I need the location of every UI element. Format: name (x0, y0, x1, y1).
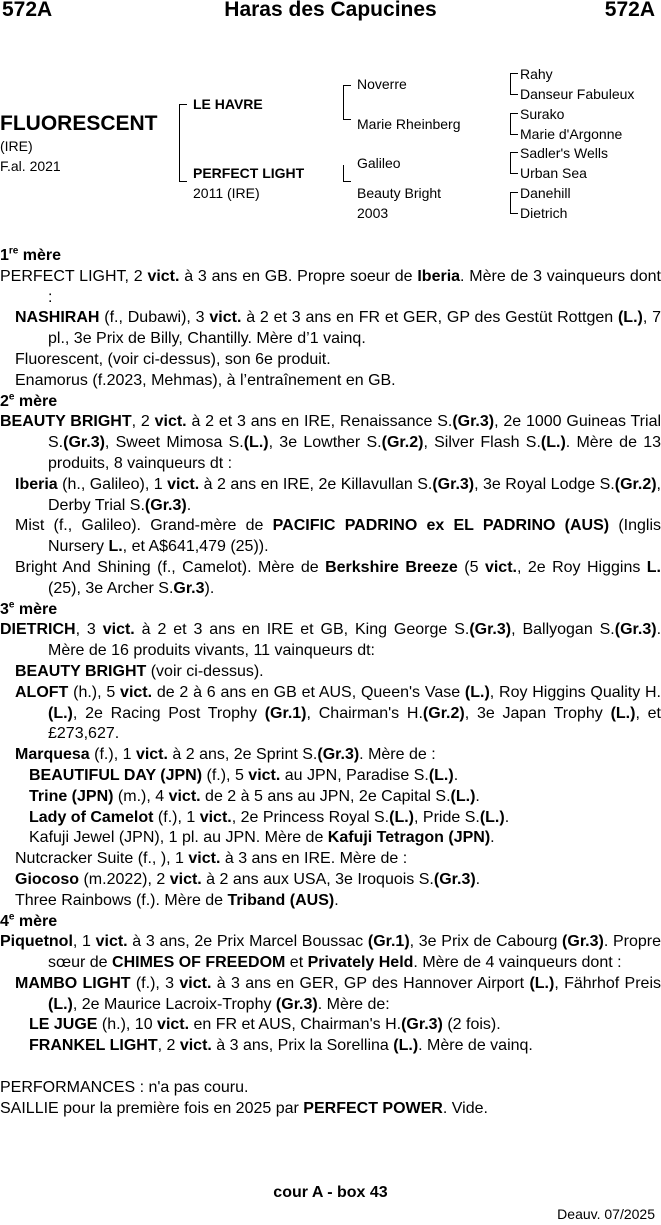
dam-name: PERFECT LIGHT (193, 165, 305, 181)
section-heading-4: 4e mère (0, 911, 58, 930)
gen3-4: Marie d'Argonne (520, 126, 623, 142)
dam-dam: Beauty Bright (357, 185, 442, 201)
produce-beauty-bright: BEAUTY BRIGHT (voir ci-dessus). (15, 662, 264, 680)
pedigree-bracket-dam (343, 165, 351, 182)
produce-aloft: ALOFT (h.), 5 vict. de 2 à 6 ans en GB et AUS, Queen's Vase (L.), Roy Higgins Quality H.(L.), 2e Racing Post Trophy (Gr.1), Chairman's H.(Gr.2), 3e Japan Trophy (L.), et £273,627. (15, 683, 661, 743)
dam-paragraph: PERFECT LIGHT, 2 vict. à 3 ans en GB. Propre soeur de Iberia. Mère de 3 vainqueurs dont : (0, 267, 661, 306)
second-dam-paragraph: BEAUTY BRIGHT, 2 vict. à 2 et 3 ans en IRE, Renaissance S.(Gr.3), 2e 1000 Guineas Trial S.(Gr.3), Sweet Mimosa S.(L.), 3e Lowther S.(Gr.2), Silver Flash S.(L.). Mère de 13 produits, 8 vainqueurs dt : (0, 413, 661, 472)
sire-dam: Marie Rheinberg (357, 116, 461, 132)
pedigree-bracket-3a (510, 73, 518, 95)
section-heading-3: 3e mère (0, 599, 58, 618)
saillie-line: SAILLIE pour la première fois en 2025 par PERFECT POWER. Vide. (0, 1099, 488, 1117)
dam-sire: Galileo (357, 155, 401, 171)
third-dam-paragraph: DIETRICH, 3 vict. à 2 et 3 ans en IRE et GB, King George S.(Gr.3), Ballyogan S.(Gr.3). Mère de 16 produits vivants, 11 vainqueurs dt: (0, 621, 661, 660)
gen3-5: Sadler's Wells (520, 145, 608, 161)
pedigree-bracket-3d (510, 192, 518, 214)
sale-date: Deauv. 07/2025 (557, 1206, 655, 1222)
produce-trine: Trine (JPN) (m.), 4 vict. de 2 à 5 ans au JPN, 2e Capital S.(L.). (29, 787, 480, 805)
horse-name: FLUORESCENT (0, 112, 158, 135)
gen3-6: Urban Sea (520, 165, 587, 181)
pedigree-bracket-3b (510, 113, 518, 135)
gen3-2: Danseur Fabuleux (520, 86, 635, 102)
produce-giocoso: Giocoso (m.2022), 2 vict. à 2 ans aux USA, 3e Iroquois S.(Gr.3). (15, 870, 481, 888)
pedigree-bracket-3c (510, 152, 518, 174)
lot-number-left: 572A (2, 0, 53, 21)
produce-enamorus: Enamorus (f.2023, Mehmas), à l’entraînement en GB. (15, 371, 396, 389)
gen3-7: Danehill (520, 185, 571, 201)
gen3-1: Rahy (520, 66, 553, 82)
produce-three-rainbows: Three Rainbows (f.). Mère de Triband (AUS). (15, 891, 339, 909)
produce-iberia: Iberia (h., Galileo), 1 vict. à 2 ans en IRE, 2e Killavullan S.(Gr.3), 3e Royal Lodge S.(Gr.2), Derby Trial S.(Gr.3). (15, 475, 661, 514)
gen3-8: Dietrich (520, 205, 568, 221)
produce-nutcracker-suite: Nutcracker Suite (f., ), 1 vict. à 3 ans en IRE. Mère de : (15, 850, 408, 868)
dam-info: 2011 (IRE) (193, 185, 260, 201)
catalogue-body (0, 246, 661, 1120)
sire-name: LE HAVRE (193, 96, 263, 112)
section-heading-2: 2e mère (0, 391, 58, 410)
catalogue-title: Haras des Capucines (224, 0, 437, 21)
pedigree-bracket-sire (343, 85, 351, 120)
produce-marquesa: Marquesa (f.), 1 vict. à 2 ans, 2e Sprint S.(Gr.3). Mère de : (15, 746, 436, 764)
produce-mist: Mist (f., Galileo). Grand-mère de PACIFIC PADRINO ex EL PADRINO (AUS) (Inglis Nursery L., et A$641,479 (25)). (15, 517, 661, 556)
produce-le-juge: LE JUGE (h.), 10 vict. en FR et AUS, Chairman's H.(Gr.3) (2 fois). (29, 1016, 501, 1034)
gen3-3: Surako (520, 106, 565, 122)
performances-line: PERFORMANCES : n'a pas couru. (0, 1079, 249, 1097)
produce-fluorescent: Fluorescent, (voir ci-dessus), son 6e produit. (15, 350, 331, 368)
sire-sire: Noverre (357, 76, 407, 92)
section-heading-1: 1re mère (0, 245, 62, 264)
produce-frankel-light: FRANKEL LIGHT, 2 vict. à 3 ans, Prix la Sorellina (L.). Mère de vainq. (29, 1037, 533, 1055)
produce-bright-and-shining: Bright And Shining (f., Camelot). Mère de Berkshire Breeze (5 vict., 2e Roy Higgins L. (25), 3e Archer S.Gr.3). (15, 558, 661, 597)
lot-number-right: 572A (604, 0, 655, 21)
location-footer: cour A - box 43 (273, 1184, 388, 1201)
horse-sex-year: F.al. 2021 (0, 158, 61, 174)
pedigree-bracket-gen1 (179, 104, 187, 182)
horse-origin: (IRE) (0, 138, 33, 154)
produce-nashirah: NASHIRAH (f., Dubawi), 3 vict. à 2 et 3 ans en FR et GER, GP des Gestüt Rottgen (L.), 7 pl., 3e Prix de Billy, Chantilly. Mère d’1 vainq. (15, 309, 661, 348)
fourth-dam-paragraph: Piquetnol, 1 vict. à 3 ans, 2e Prix Marcel Boussac (Gr.1), 3e Prix de Cabourg (Gr.3). Propre sœur de CHIMES OF FREEDOM et Privately Held. Mère de 4 vainqueurs dont : (0, 933, 661, 972)
dam-dam-year: 2003 (357, 205, 389, 221)
produce-beautiful-day: BEAUTIFUL DAY (JPN) (f.), 5 vict. au JPN, Paradise S.(L.). (29, 766, 459, 784)
produce-mambo-light: MAMBO LIGHT (f.), 3 vict. à 3 ans en GER, GP des Hannover Airport (L.), Fährhof Preis (L.), 2e Maurice Lacroix-Trophy (Gr.3). Mère de: (15, 974, 661, 1013)
produce-lady-of-camelot: Lady of Camelot (f.), 1 vict., 2e Princess Royal S.(L.), Pride S.(L.). (29, 808, 510, 826)
produce-kafuji-jewel: Kafuji Jewel (JPN), 1 pl. au JPN. Mère de Kafuji Tetragon (JPN). (29, 829, 495, 847)
